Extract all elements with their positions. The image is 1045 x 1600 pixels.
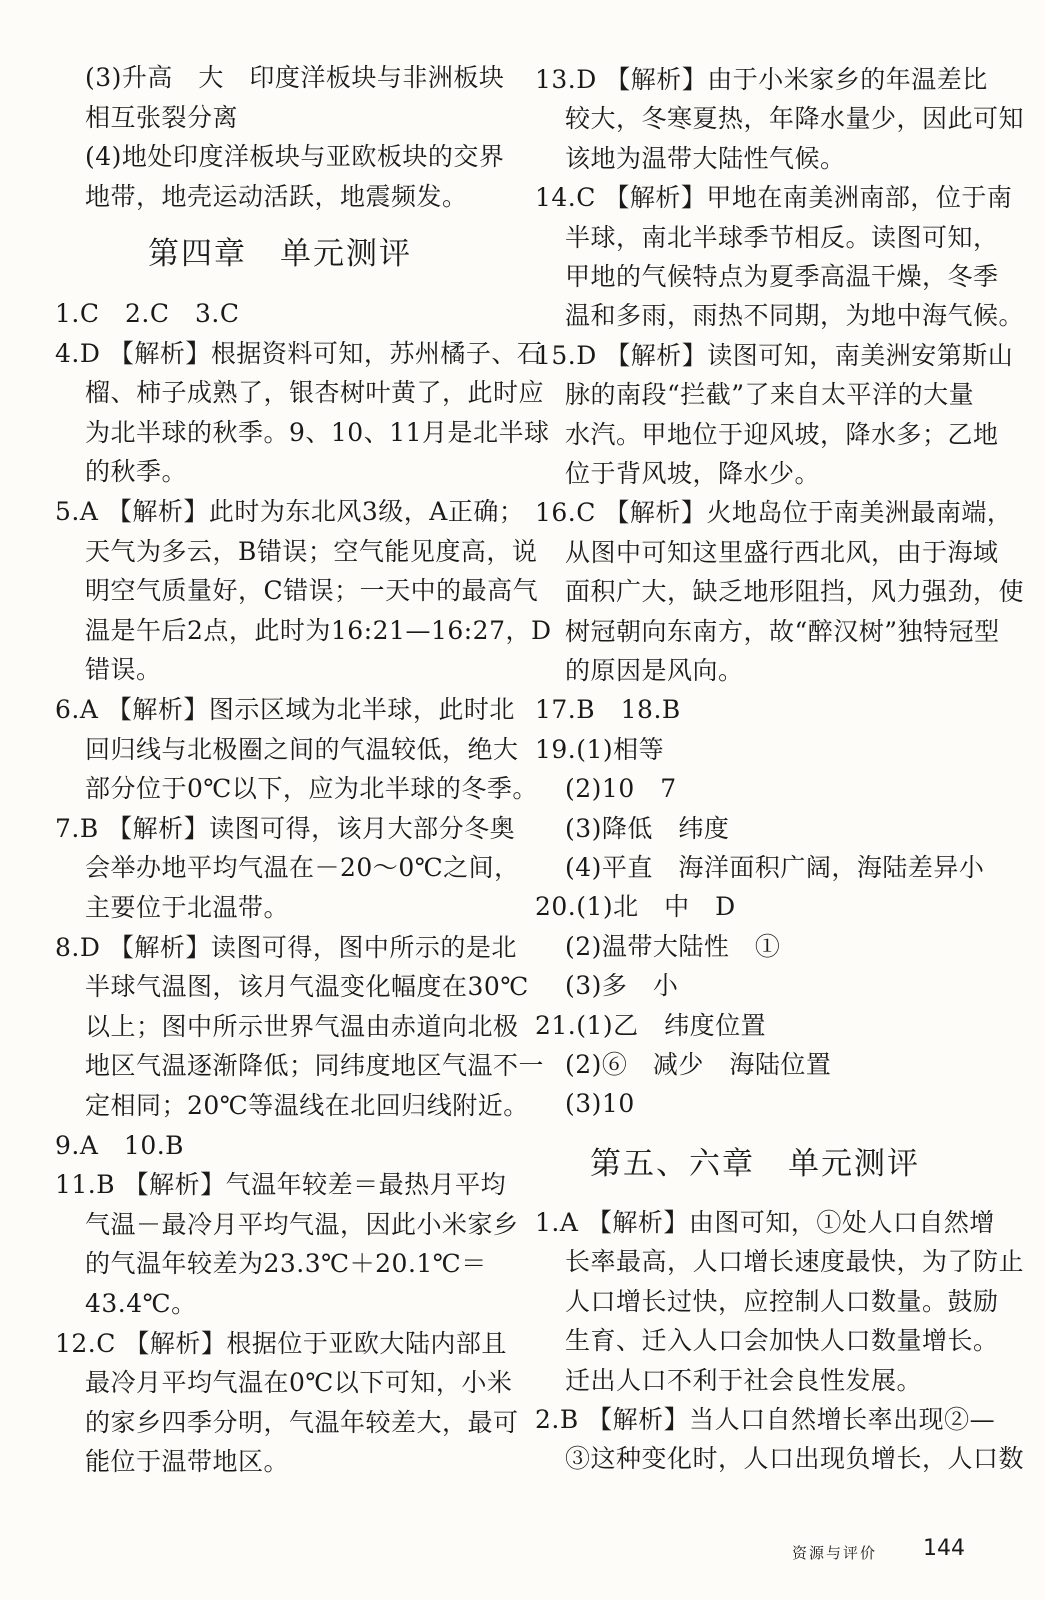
answer-line: 的气温年较差为23.3℃＋20.1℃＝	[85, 1249, 487, 1278]
answer-line: 位于背风坡，降水少。	[565, 459, 821, 488]
answer-line: 面积广大，缺乏地形阻挡，风力强劲，使	[565, 577, 1025, 606]
answer-line: (3)多 小	[565, 971, 679, 1000]
answer-line: 主要位于北温带。	[85, 893, 290, 922]
answer-line: 定相同；20℃等温线在北回归线附近。	[85, 1091, 529, 1120]
answer-line: 7.B 【解析】读图可得，该月大部分冬奥	[55, 814, 516, 843]
answer-line: (2)⑥ 减少 海陆位置	[565, 1050, 832, 1079]
answer-line: 脉的南段“拦截”了来自太平洋的大量	[565, 380, 975, 409]
answer-line: 17.B 18.B	[535, 695, 681, 724]
answer-line: 从图中可知这里盛行西北风，由于海域	[565, 538, 999, 567]
answer-line: 地带，地壳运动活跃，地震频发。	[85, 182, 468, 211]
answer-line: 相互张裂分离	[85, 103, 239, 132]
answer-line: (2)10 7	[565, 774, 677, 803]
answer-line: 43.4℃。	[85, 1289, 197, 1318]
answer-line: 气温－最冷月平均气温，因此小米家乡	[85, 1210, 519, 1239]
answer-line: 会举办地平均气温在－20～0℃之间，	[85, 853, 520, 882]
answer-line: 明空气质量好，C错误；一天中的最高气	[85, 576, 539, 605]
answer-line: (4)平直 海洋面积广阔，海陆差异小	[565, 853, 985, 882]
answer-line: 树冠朝向东南方，故“醉汉树”独特冠型	[565, 617, 1000, 646]
answer-line: 水汽。甲地位于迎风坡，降水多；乙地	[565, 420, 999, 449]
answer-line: 长率最高，人口增长速度最快，为了防止	[565, 1247, 1025, 1276]
answer-line: 生育、迁入人口会加快人口数量增长。	[565, 1326, 999, 1355]
answer-line: (3)10	[565, 1089, 635, 1118]
answer-line: 12.C 【解析】根据位于亚欧大陆内部且	[55, 1329, 507, 1358]
answer-line: 16.C 【解析】火地岛位于南美洲最南端，	[535, 498, 1013, 527]
footer-book-title: 资源与评价	[792, 1544, 878, 1562]
answer-line: 迁出人口不利于社会良性发展。	[565, 1366, 923, 1395]
answer-line: 9.A 10.B	[55, 1131, 185, 1160]
answer-line: 19.(1)相等	[535, 735, 665, 764]
page-number: 144	[923, 1536, 965, 1561]
answer-line: 的家乡四季分明，气温年较差大，最可	[85, 1408, 519, 1437]
answer-line: 的原因是风向。	[565, 656, 744, 685]
section-heading: 第四章 单元测评	[148, 236, 412, 272]
answer-line: 13.D 【解析】由于小米家乡的年温差比	[535, 65, 988, 94]
answer-line: (3)降低 纬度	[565, 814, 730, 843]
answer-line: 1.A 【解析】由图可知，①处人口自然增	[535, 1208, 995, 1237]
answer-line: 14.C 【解析】甲地在南美洲南部，位于南	[535, 183, 1013, 212]
answer-line: 最冷月平均气温在0℃以下可知，小米	[85, 1368, 513, 1397]
section-heading: 第五、六章 单元测评	[590, 1146, 920, 1182]
answer-line: 6.A 【解析】图示区域为北半球，此时北	[55, 695, 515, 724]
answer-line: 20.(1)北 中 D	[535, 892, 736, 921]
answer-line: (4)地处印度洋板块与亚欧板块的交界	[85, 142, 505, 171]
answer-line: 错误。	[85, 655, 162, 684]
answer-line: 回归线与北极圈之间的气温较低，绝大	[85, 735, 519, 764]
answer-line: 甲地的气候特点为夏季高温干燥，冬季	[565, 262, 999, 291]
answer-line: 15.D 【解析】读图可知，南美洲安第斯山	[535, 341, 1014, 370]
answer-line: 部分位于0℃以下，应为北半球的冬季。	[85, 774, 538, 803]
answer-line: 半球，南北半球季节相反。读图可知，	[565, 223, 999, 252]
answer-line: 21.(1)乙 纬度位置	[535, 1011, 767, 1040]
answer-line: 11.B 【解析】气温年较差＝最热月平均	[55, 1170, 507, 1199]
answer-line: 8.D 【解析】读图可得，图中所示的是北	[55, 933, 517, 962]
answer-line: 能位于温带地区。	[85, 1447, 290, 1476]
answer-line: 榴、柿子成熟了，银杏树叶黄了，此时应	[85, 378, 545, 407]
answer-line: 天气为多云，B错误；空气能见度高，说	[85, 537, 538, 566]
answer-line: 人口增长过快，应控制人口数量。鼓励	[565, 1287, 999, 1316]
answer-line: 4.D 【解析】根据资料可知，苏州橘子、石	[55, 339, 543, 368]
answer-line: (2)温带大陆性 ①	[565, 932, 781, 961]
answer-line: 该地为温带大陆性气候。	[565, 144, 846, 173]
answer-line: 的秋季。	[85, 457, 188, 486]
answer-line: 5.A 【解析】此时为东北风3级，A正确；	[55, 497, 525, 526]
answer-line: 较大，冬寒夏热，年降水量少，因此可知	[565, 104, 1025, 133]
answer-line: (3)升高 大 印度洋板块与非洲板块	[85, 63, 505, 92]
answer-line: 1.C 2.C 3.C	[55, 299, 240, 328]
answer-line: 为北半球的秋季。9、10、11月是北半球	[85, 418, 550, 447]
answer-line: 2.B 【解析】当人口自然增长率出现②—	[535, 1405, 996, 1434]
answer-line: 以上；图中所示世界气温由赤道向北极	[85, 1012, 519, 1041]
answer-line: ③这种变化时，人口出现负增长，人口数	[565, 1444, 1025, 1473]
answer-line: 温和多雨，雨热不同期，为地中海气候。	[565, 301, 1025, 330]
answer-line: 地区气温逐渐降低；同纬度地区气温不一	[85, 1051, 545, 1080]
answer-line: 温是午后2点，此时为16:21—16:27，D	[85, 616, 552, 645]
answer-line: 半球气温图，该月气温变化幅度在30℃	[85, 972, 529, 1001]
